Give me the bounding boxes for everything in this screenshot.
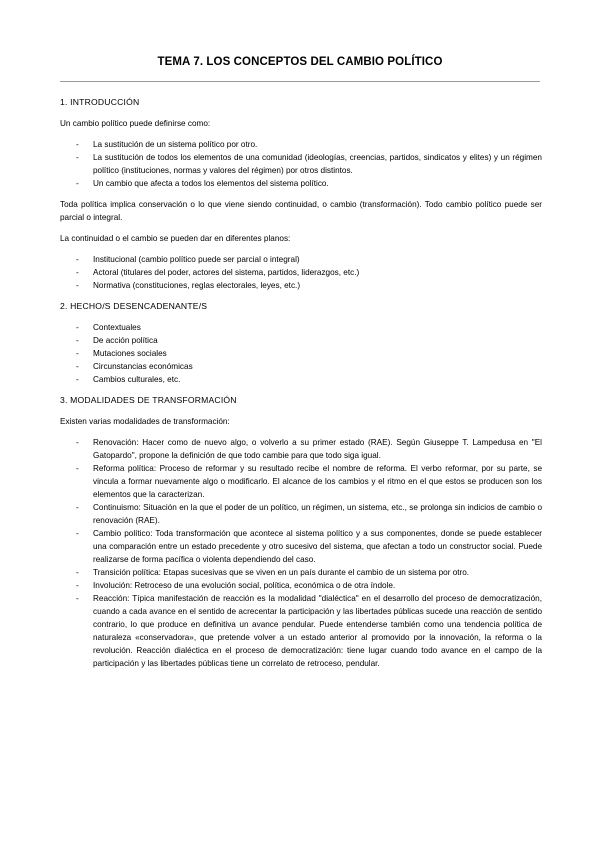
- list-item: - Renovación: Hacer como de nuevo algo, o volverlo a su primer estado (RAE). Según Giuseppe T. Lampedusa en "El Gatopardo", propone la definición de que todo cambie para que todo siga igual.: [60, 436, 542, 462]
- paragraph: Un cambio político puede definirse como:: [60, 119, 211, 128]
- triggers-list: [60, 321, 542, 386]
- list-item: - Circunstancias económicas: [60, 360, 542, 373]
- section-heading-hechos: 2. HECHO/S DESENCADENANTE/S: [60, 301, 208, 311]
- section-heading-modalidades: 3. MODALIDADES DE TRANSFORMACIÓN: [60, 395, 237, 405]
- list-item: - Reforma política: Proceso de reformar y su resultado recibe el nombre de reforma. El verbo reformar, por su parte, se vincula a formar nuevamente algo o modificarlo. El alcance de los cambios y el ritmo en el que estos se producen son los elementos que la caracterizan.: [60, 462, 542, 501]
- list-item: - Un cambio que afecta a todos los elementos del sistema político.: [60, 177, 542, 190]
- list-item: - La sustitución de un sistema político por otro.: [60, 138, 542, 151]
- paragraph: Existen varias modalidades de transformación:: [60, 417, 230, 426]
- list-item: - De acción política: [60, 334, 542, 347]
- definition-list: [60, 138, 542, 190]
- list-item: - Reacción: Típica manifestación de reacción es la modalidad "dialéctica" en el desarrollo del proceso de democratización, cuando a cada avance en el sentido de acrecentar la participación y las libertades públicas sucede una reacción de sentido contrario, lo que produce en definitiva un avance pendular. Puede entenderse también como una tendencia política de naturaleza «conservadora», que pretende volver a un estado anterior al promovido por la innovación, la reforma o la revolución. Reacción dialéctica en el proceso de democratización: tiene lugar cuando todo avance en el campo de la participación y las libertades públicas tiene un correlato de retroceso, pendular.: [60, 592, 542, 670]
- list-item: - Transición política: Etapas sucesivas que se viven en un país durante el cambio de un sistema por otro.: [60, 566, 542, 579]
- list-item: - Mutaciones sociales: [60, 347, 542, 360]
- list-item: - Involución: Retroceso de una evolución social, política, económica o de otra índole.: [60, 579, 542, 592]
- section-heading-introduccion: 1. INTRODUCCIÓN: [60, 97, 140, 107]
- paragraph: La continuidad o el cambio se pueden dar en diferentes planos:: [60, 234, 291, 243]
- list-item: - Institucional (cambio político puede ser parcial o integral): [60, 253, 542, 266]
- list-item: - Cambios culturales, etc.: [60, 373, 542, 386]
- list-item: - Actoral (titulares del poder, actores del sistema, partidos, liderazgos, etc.): [60, 266, 542, 279]
- list-item: - La sustitución de todos los elementos de una comunidad (ideologías, creencias, partidos, sindicatos y elites) y un régimen político (instituciones, normas y valores del régimen) por otros distintos.: [60, 151, 542, 177]
- planes-list: [60, 253, 542, 292]
- list-item: - Cambio político: Toda transformación que acontece al sistema político y a sus componentes, donde se puede establecer una comparación entre un estado precedente y otro sucesivo del sistema, que afectan a todo un constructor social. Puede realizarse de forma pacífica o violenta dependiendo del caso.: [60, 527, 542, 566]
- title-divider: [60, 81, 540, 82]
- list-item: - Contextuales: [60, 321, 542, 334]
- modalities-list: [60, 436, 542, 670]
- document-body: [60, 96, 542, 678]
- page-title: TEMA 7. LOS CONCEPTOS DEL CAMBIO POLÍTICO: [157, 56, 443, 68]
- paragraph: Toda política implica conservación o lo que viene siendo continuidad, o cambio (transformación). Todo cambio político puede ser parcial o integral.: [60, 200, 542, 222]
- list-item: - Normativa (constituciones, reglas electorales, leyes, etc.): [60, 279, 542, 292]
- list-item: - Continuismo: Situación en la que el poder de un político, un régimen, un sistema, etc., se prolonga sin indicios de cambio o renovación (RAE).: [60, 501, 542, 527]
